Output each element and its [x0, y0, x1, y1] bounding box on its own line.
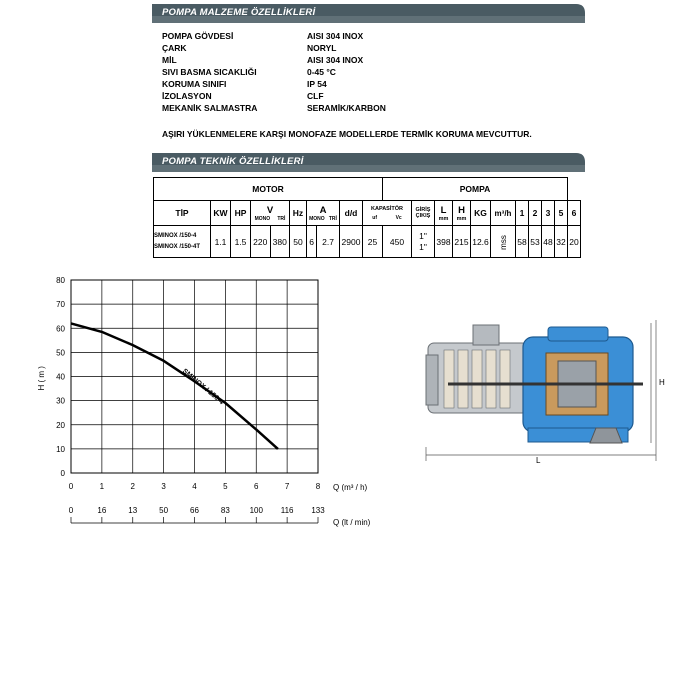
col-h-unit: mm: [456, 215, 467, 222]
x2-tick-label: 83: [220, 506, 230, 515]
col-q5: 5: [555, 201, 568, 226]
port-in: 1": [419, 230, 427, 241]
material-key: POMPA GÖVDESİ: [162, 31, 234, 41]
x2-tick-label: 50: [159, 506, 169, 515]
discharge-port: [473, 325, 499, 345]
row-tip: [154, 226, 211, 258]
material-value: IP 54: [307, 79, 327, 89]
x-tick-label: 2: [130, 482, 135, 491]
materials-banner: [152, 4, 585, 23]
col-a-mono: MONO: [309, 215, 325, 222]
material-key: MİL: [162, 55, 177, 65]
x-axis-label: Q (m³ / h): [333, 483, 368, 492]
x2-tick-label: 0: [68, 506, 74, 515]
x-tick-label: 7: [284, 482, 290, 491]
y-tick-label: 30: [56, 396, 65, 406]
col-hz: Hz: [290, 201, 307, 226]
port-out: 1": [419, 241, 427, 252]
cell-hp: 1.5: [231, 226, 251, 258]
materials-title: POMPA MALZEME ÖZELLİKLERİ: [162, 7, 316, 18]
col-dd: d/d: [340, 201, 363, 226]
series-label: SMINOX / 150-4: [180, 367, 225, 407]
col-kw: KW: [211, 201, 231, 226]
x-tick-label: 5: [223, 482, 228, 491]
col-a-tri: TRİ: [328, 215, 337, 222]
col-q1: 1: [516, 201, 529, 226]
y-tick-label: 10: [56, 444, 65, 454]
material-value: 0-45 °C: [307, 67, 336, 77]
col-v: [251, 201, 290, 226]
cell-v-mono: 220: [251, 226, 271, 258]
technical-banner: [152, 153, 585, 172]
motor-group-header: MOTOR: [154, 178, 383, 201]
cell-q3: 48: [542, 226, 555, 258]
col-tip: TİP: [154, 201, 211, 226]
chart-ticks: [56, 276, 325, 523]
cell-q5: 32: [555, 226, 568, 258]
technical-title: POMPA TEKNİK ÖZELLİKLERİ: [162, 156, 304, 167]
x2-tick-label: 116: [280, 506, 294, 515]
y-tick-label: 60: [56, 324, 65, 334]
material-key: SIVI BASMA SICAKLIĞI: [162, 67, 257, 77]
col-kap-label: KAPASİTÖR: [371, 205, 403, 212]
cell-dd: 2900: [340, 226, 363, 258]
col-giris: GİRİŞ: [415, 207, 431, 213]
cell-kap-uf: 25: [363, 226, 383, 258]
height-label: H: [659, 378, 665, 387]
mss-label: mss: [498, 234, 508, 250]
cell-a-tri: 2.7: [317, 226, 340, 258]
x-tick-label: 6: [254, 482, 259, 491]
material-key: KORUMA SINIFI: [162, 79, 227, 89]
col-a: [307, 201, 340, 226]
support-stand: [590, 428, 622, 443]
col-kap: [363, 201, 412, 226]
cell-q2: 53: [529, 226, 542, 258]
cell-kw: 1.1: [211, 226, 231, 258]
cell-q6: 20: [568, 226, 581, 258]
terminal-box: [548, 327, 608, 341]
pompa-group-header: POMPA: [382, 178, 567, 201]
x2-tick-label: 66: [190, 506, 199, 515]
col-a-label: A: [319, 204, 327, 216]
col-hp: HP: [231, 201, 251, 226]
y-tick-label: 50: [56, 348, 65, 358]
col-l: [435, 201, 453, 226]
protection-note: AŞIRI YÜKLENMELERE KARŞI MONOFAZE MODELLERDE TERMİK KORUMA MEVCUTTUR.: [162, 129, 532, 139]
cell-v-tri: 380: [270, 226, 290, 258]
pump-illustration: [418, 315, 668, 465]
x-tick-label: 4: [192, 482, 197, 491]
col-kap-vc: Vc: [395, 214, 402, 221]
material-key: MEKANİK SALMASTRA: [162, 103, 258, 113]
x2-tick-label: 133: [311, 506, 325, 515]
cell-port: [412, 226, 435, 258]
x2-tick-label: 100: [249, 506, 263, 515]
x2-tick-label: 13: [128, 506, 138, 515]
material-value: AISI 304 INOX: [307, 55, 364, 65]
col-kap-uf: uf: [372, 214, 378, 221]
x2-tick-label: 16: [97, 506, 107, 515]
tip-tri: SMINOX /150-4T: [154, 243, 201, 250]
y-tick-label: 20: [56, 420, 65, 430]
col-v-tri: TRİ: [277, 215, 286, 222]
cell-a-mono: 6: [307, 226, 317, 258]
material-key: İZOLASYON: [162, 91, 212, 101]
col-q2: 2: [529, 201, 542, 226]
y-tick-label: 40: [56, 372, 65, 382]
col-l-label: L: [440, 204, 447, 216]
col-v-mono: MONO: [254, 215, 271, 222]
x-tick-label: 1: [99, 482, 105, 491]
y-tick-label: 70: [56, 300, 65, 310]
col-port: [412, 201, 435, 226]
x-tick-label: 3: [161, 482, 166, 491]
material-value: CLF: [307, 91, 324, 101]
col-m3h: m³/h: [491, 201, 516, 226]
cell-mss: [491, 226, 516, 258]
x-tick-label: 8: [315, 482, 321, 491]
material-value: NORYL: [307, 43, 337, 53]
col-q6: 6: [568, 201, 581, 226]
cell-l: 398: [435, 226, 453, 258]
length-label: L: [536, 456, 541, 465]
col-kg: KG: [471, 201, 491, 226]
col-h: [453, 201, 471, 226]
technical-table: [153, 177, 581, 258]
cell-hz: 50: [290, 226, 307, 258]
col-v-label: V: [266, 204, 274, 216]
x2-axis-label: Q (lt / min): [333, 518, 371, 527]
cell-h: 215: [453, 226, 471, 258]
performance-chart: [0, 265, 400, 535]
col-h-label: H: [458, 204, 465, 216]
col-l-unit: mm: [438, 215, 449, 222]
cell-kap-vc: 450: [382, 226, 411, 258]
material-key: ÇARK: [162, 43, 187, 53]
impeller-stages: [444, 350, 510, 408]
y-tick-label: 0: [60, 469, 65, 478]
material-value: AISI 304 INOX: [307, 31, 364, 41]
cell-q1: 58: [516, 226, 529, 258]
material-value: SERAMİK/KARBON: [307, 103, 386, 113]
cell-kg: 12.6: [471, 226, 491, 258]
tip-mono: SMINOX /150-4: [154, 232, 197, 239]
y-tick-label: 80: [56, 276, 65, 285]
col-q3: 3: [542, 201, 555, 226]
col-cikis: ÇIKIŞ: [415, 213, 431, 219]
y-axis-label: H ( m ): [37, 366, 46, 391]
x-tick-label: 0: [68, 482, 74, 491]
suction-port: [426, 355, 438, 405]
